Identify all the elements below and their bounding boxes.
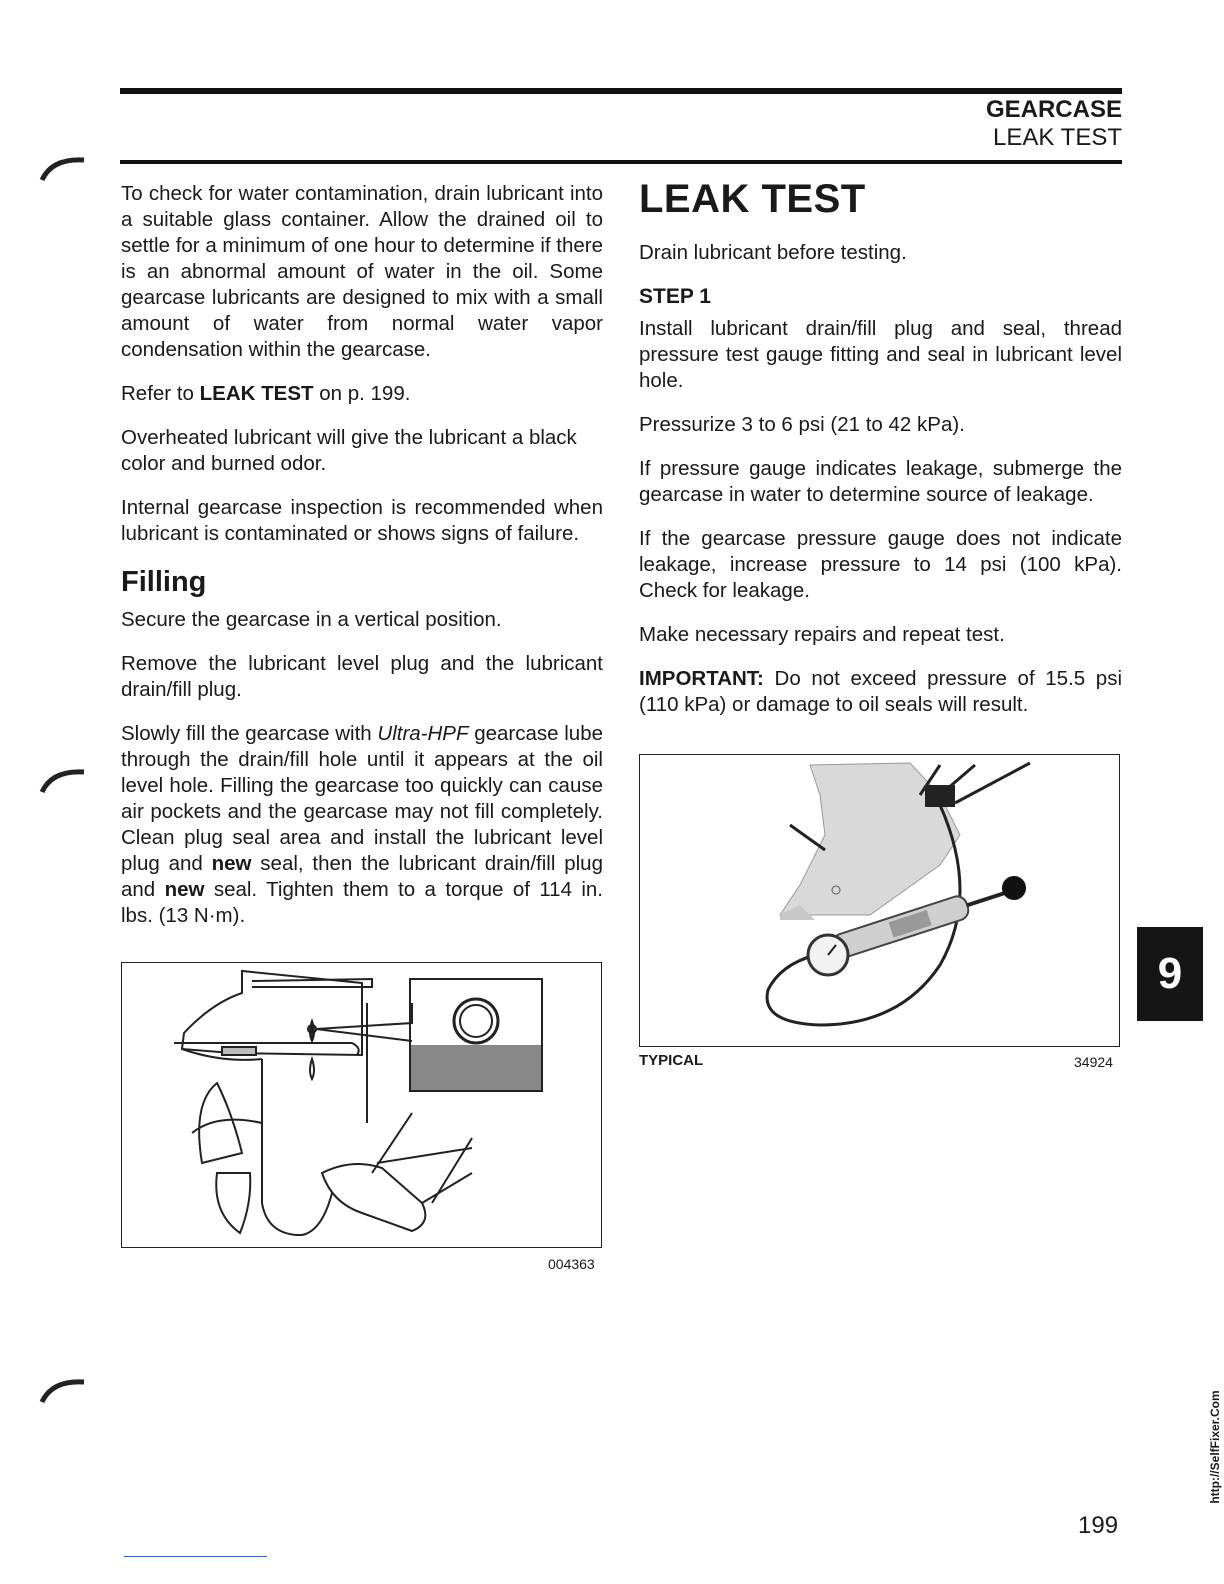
pressurize-paragraph: Pressurize 3 to 6 psi (21 to 42 kPa). [639, 413, 965, 436]
secure-paragraph: Secure the gearcase in a vertical position. [121, 608, 502, 631]
chapter-tab: 9 [1137, 927, 1203, 1021]
increase-pressure-paragraph: If the gearcase pressure gauge does not indicate leakage, increase pressure to 14 psi (100 kPa). Check for leakage. [639, 527, 1122, 602]
binder-mark-top [38, 150, 88, 190]
fill-text-b: gearcase lube through the drain/fill hole until it appears at the oil level hole. Filling the gearcase too quickly can cause air pockets and the gearcase may not fill completely. Clean plug seal area and install the lubricant level plug and [121, 722, 603, 875]
install-paragraph: Install lubricant drain/fill plug and seal, thread pressure test gauge fitting and seal in lubricant level hole. [639, 317, 1122, 392]
new-seal-emphasis-2: new [164, 878, 205, 901]
gearcase-fill-drawing [122, 963, 601, 1247]
pressure-gauge-drawing [640, 755, 1119, 1046]
contamination-paragraph: To check for water contamination, drain lubricant into a suitable glass container. Allow the drained oil to settle for a minimum of one hour to determine if there is an abnormal amount of water in the oil. Some gearcase lubricants are designed to mix with a small amount of water from normal water vapor condensation within the gearcase. [121, 182, 603, 361]
header-section: GEARCASE [985, 96, 1122, 123]
repairs-paragraph: Make necessary repairs and repeat test. [639, 623, 1005, 646]
oil-level-fill [411, 1045, 541, 1090]
step-1-heading: STEP 1 [639, 285, 711, 308]
side-url-text: http://SelfFixer.Com [1208, 1390, 1222, 1504]
filling-heading: Filling [121, 566, 207, 598]
overheated-paragraph: Overheated lubricant will give the lubricant a black color and burned odor. [121, 426, 577, 475]
leak-test-reference: LEAK TEST [199, 382, 314, 405]
fill-text-a: Slowly fill the gearcase with [121, 722, 378, 745]
refer-page-text: on p. 199. [313, 382, 411, 405]
inspection-paragraph: Internal gearcase inspection is recommended when lubricant is contaminated or shows signs of failure. [121, 496, 603, 545]
right-column [639, 176, 1122, 736]
important-label: IMPORTANT: [639, 667, 764, 690]
right-figure-id: 34924 [1074, 1054, 1113, 1070]
pressure-test-photo [639, 754, 1120, 1047]
header-bottom-rule [120, 160, 1122, 164]
left-figure-id: 004363 [548, 1256, 595, 1272]
binder-mark-middle [38, 762, 88, 802]
drain-paragraph: Drain lubricant before testing. [639, 241, 907, 264]
refer-paragraph [121, 381, 603, 407]
fill-instructions-paragraph [121, 721, 603, 929]
binder-mark-bottom [38, 1372, 88, 1412]
page-header [986, 96, 1122, 152]
fill-text-d: seal. Tighten them to a torque of 114 in. lbs. (13 N·m). [121, 878, 603, 927]
right-figure-caption: TYPICAL [639, 1052, 704, 1069]
new-seal-emphasis-1: new [211, 852, 252, 875]
leakage-paragraph: If pressure gauge indicates leakage, submerge the gearcase in water to determine source of leakage. [639, 457, 1122, 506]
header-top-rule [120, 88, 1122, 94]
refer-text: Refer to [121, 382, 200, 405]
left-column [121, 181, 603, 947]
lube-product-name: Ultra-HPF [377, 722, 469, 745]
page-number: 199 [1078, 1512, 1119, 1539]
filling-illustration [121, 962, 602, 1248]
important-paragraph [639, 666, 1122, 718]
bottom-underline [124, 1556, 267, 1557]
leak-test-heading: LEAK TEST [639, 177, 866, 221]
important-text: Do not exceed pressure of 15.5 psi (110 kPa) or damage to oil seals will result. [639, 667, 1122, 716]
header-subsection: LEAK TEST [993, 124, 1122, 151]
remove-plug-paragraph: Remove the lubricant level plug and the lubricant drain/fill plug. [121, 652, 603, 701]
fill-text-c: seal, then the lubricant drain/fill plug and [121, 852, 603, 901]
